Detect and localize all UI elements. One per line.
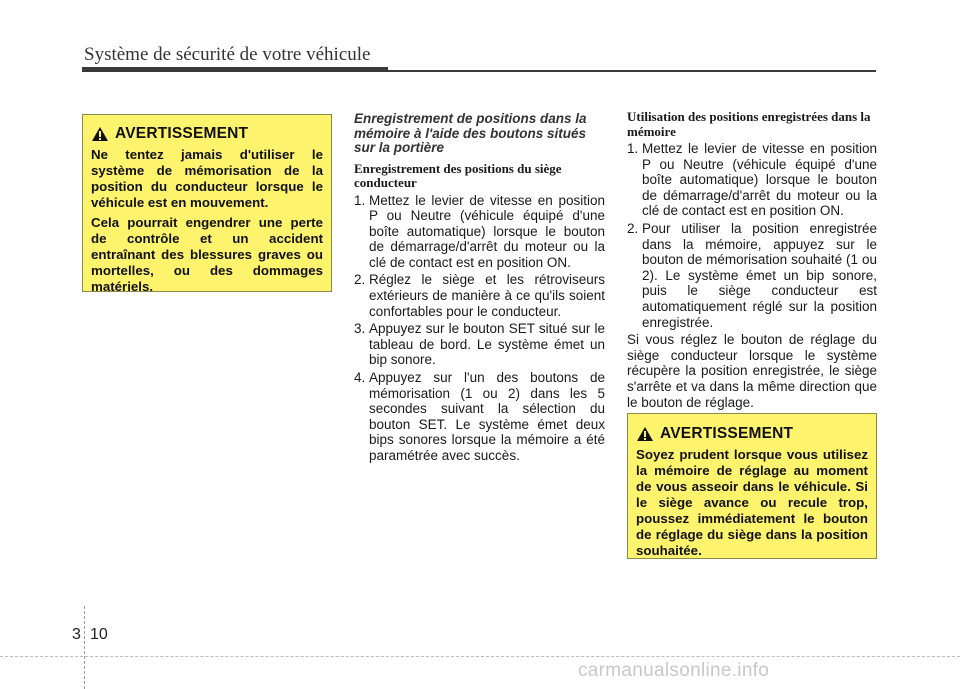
list-item (627, 221, 877, 330)
chapter-number: 3 (72, 626, 81, 643)
warning-paragraph: Soyez prudent lorsque vous utilisez la mémoire de réglage au moment de vous asseoir dans le véhicule. Si le siège avance ou recule trop, poussez immédiatement le bouton de réglage du siège dans la position souhaitée. (636, 447, 868, 558)
step-text: Appuyez sur le bouton SET situé sur le tableau de bord. Le système émet un bip sonore. (369, 321, 605, 368)
warning-triangle-icon (91, 126, 109, 142)
warning-triangle-icon (636, 426, 654, 442)
warning-box-seat-memory (627, 413, 877, 559)
section-heading: Enregistrement de positions dans la mémoire à l'aide des boutons situés sur la portière (354, 111, 587, 155)
warning-title: AVERTISSEMENT (660, 425, 794, 442)
warning-box-driver-memory (82, 114, 332, 292)
middle-column (354, 112, 605, 466)
step-number: 1. (354, 192, 366, 208)
list-item (354, 193, 605, 271)
sub-heading: Enregistrement des positions du siège conducteur (354, 160, 562, 190)
header-rule-thick (82, 67, 388, 72)
list-item (354, 272, 605, 319)
warning-title: AVERTISSEMENT (115, 125, 249, 142)
step-text: Appuyez sur l'un des boutons de mémorisation (1 ou 2) dans les 5 secondes suivant la sélection du bouton SET. Le système émet deux bips sonores lorsque la mémoire a été paramétrée avec succès. (369, 370, 605, 463)
step-list (627, 141, 877, 330)
step-number: 4. (354, 370, 366, 386)
warning-header (636, 425, 868, 443)
step-number: 3. (354, 321, 366, 337)
step-text: Réglez le siège et les rétroviseurs extérieurs de manière à ce qu'ils soient confortables pour le conducteur. (369, 272, 605, 319)
sub-heading: Utilisation des positions enregistrées dans la mémoire (627, 109, 871, 139)
step-list (354, 193, 605, 464)
list-item (627, 141, 877, 219)
footer-divider (84, 606, 85, 689)
header-rule-thin (388, 70, 876, 72)
right-column (627, 110, 877, 410)
list-item (354, 321, 605, 368)
step-text: Mettez le levier de vitesse en position P ou Neutre (véhicule équipé d'une boîte automatique) lorsque le bouton de démarrage/d'arrêt du moteur ou la clé de contact est en position ON. (642, 141, 877, 219)
page-header-title: Système de sécurité de votre véhicule (84, 44, 371, 65)
watermark: carmanualsonline.info (578, 660, 770, 681)
footer-crop-line (0, 656, 960, 657)
step-number: 1. (627, 141, 639, 156)
step-number: 2. (627, 220, 639, 236)
body-paragraph: Si vous réglez le bouton de réglage du siège conducteur lorsque le système récupère la position enregistrée, le siège s'arrête et va dans la même direction que le bouton de réglage. (627, 332, 877, 410)
step-text: Mettez le levier de vitesse en position P ou Neutre (véhicule équipé d'une boîte automatique) lorsque le bouton de démarrage/d'arrêt du moteur ou la clé de contact est en position ON. (369, 192, 605, 270)
list-item (354, 370, 605, 464)
page-number: 10 (90, 626, 108, 643)
warning-paragraph: Ne tentez jamais d'utiliser le système de mémorisation de la position du conducteur lorsque le véhicule est en mouvement. (91, 147, 323, 210)
warning-paragraph: Cela pourrait engendrer une perte de contrôle et un accident entraînant des blessures graves ou mortelles, ou des dommages matériels. (91, 215, 323, 294)
step-text: Pour utiliser la position enregistrée dans la mémoire, appuyez sur le bouton de mémorisation souhaité (1 ou 2). Le système émet un bip sonore, puis le siège conducteur est automatiquement réglé sur la position enregistrée. (642, 220, 877, 330)
step-number: 2. (354, 272, 366, 288)
warning-header (91, 125, 323, 143)
